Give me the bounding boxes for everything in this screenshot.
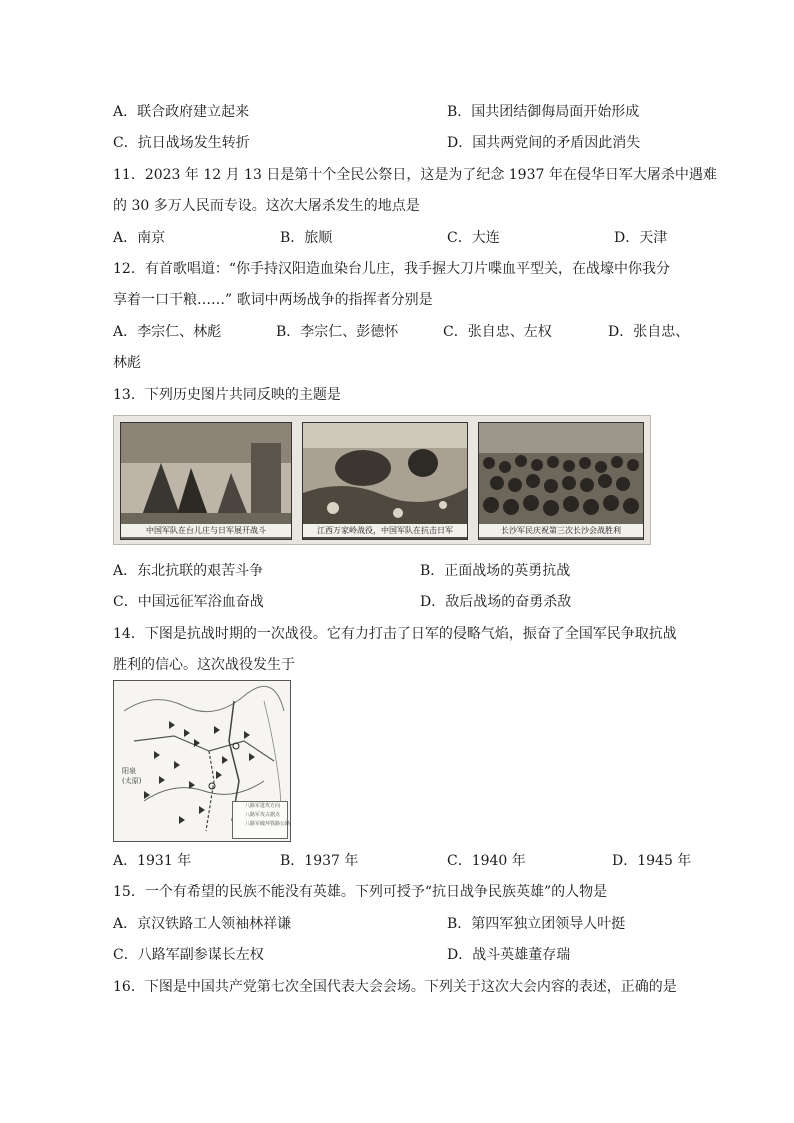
- q15-option-c: C．八路军副参谋长左权: [113, 947, 264, 963]
- legend-captured-strongholds: 八路军攻占据点: [245, 812, 281, 818]
- q11-stem-line2: 的 30 多万人民而专设。这次大屠杀发生的地点是: [113, 198, 420, 214]
- legend-destroyed-rail: 八路军破坏铁路公路: [245, 821, 291, 827]
- q15-option-d: D．战斗英雄董存瑞: [447, 947, 571, 963]
- q11-option-a: A．南京: [113, 230, 166, 246]
- q12-option-d: D．张自忠、: [608, 324, 690, 340]
- photo-taierzhuang: [120, 422, 292, 540]
- q15-option-a: A．京汉铁路工人领袖林祥谦: [113, 916, 292, 932]
- q14-stem-line2: 胜利的信心。这次战役发生于: [113, 657, 295, 673]
- q11-stem-line1: 11．2023 年 12 月 13 日是第十个全民公祭日，这是为了纪念 1937 年在侵华日军大屠杀中遇难: [113, 167, 717, 183]
- q11-option-b: B．旅顺: [280, 230, 333, 246]
- q12-option-a: A．李宗仁、林彪: [113, 324, 222, 340]
- q13-option-b: B．正面战场的英勇抗战: [420, 563, 571, 579]
- q14-stem-line1: 14．下图是抗战时期的一次战役。它有力打击了日军的侵略气焰，振奋了全国军民争取抗战: [113, 626, 677, 642]
- battle-map: [113, 680, 291, 842]
- q14-option-d: D．1945 年: [612, 853, 692, 869]
- q13-stem: 13．下列历史图片共同反映的主题是: [113, 387, 341, 403]
- map-legend: [232, 801, 291, 839]
- q14-option-a: A．1931 年: [113, 853, 192, 869]
- q12-stem-line2: 享着一口干粮……” 歌词中两场战争的指挥者分别是: [113, 292, 433, 308]
- q15-option-b: B．第四军独立团领导人叶挺: [447, 916, 626, 932]
- q13-option-a: A．东北抗联的艰苦斗争: [113, 563, 264, 579]
- q13-option-d: D．敌后战场的奋勇杀敌: [420, 594, 572, 610]
- history-photos: [113, 415, 651, 545]
- q10-option-c: C．抗日战场发生转折: [113, 135, 250, 151]
- q10-option-a: A．联合政府建立起来: [113, 104, 250, 120]
- legend-attack-direction: 八路军进攻方向: [245, 803, 281, 809]
- q14-option-b: B．1937 年: [280, 853, 359, 869]
- q11-option-d: D．天津: [614, 230, 668, 246]
- photo-caption-3: 长沙军民庆祝第三次长沙会战胜利: [479, 524, 643, 537]
- q15-stem: 15．一个有希望的民族不能没有英雄。下列可授予“抗日战争民族英雄”的人物是: [113, 884, 608, 900]
- photo-changsha: [478, 422, 644, 540]
- photo-wanjialing: [302, 422, 468, 540]
- q11-option-c: C．大连: [447, 230, 500, 246]
- q10-option-b: B．国共团结御侮局面开始形成: [447, 104, 640, 120]
- q13-option-c: C．中国远征军浴血奋战: [113, 594, 264, 610]
- q12-stem-line1: 12．有首歌唱道：“你手持汉阳造血染台儿庄，我手握大刀片喋血平型关，在战壕中你我分: [113, 261, 670, 277]
- q12-option-d-cont: 林彪: [113, 355, 141, 371]
- map-label-taiyuan: (太原): [122, 777, 142, 785]
- map-label-yangquan: 阳泉: [122, 767, 136, 775]
- photo-caption-2: 江西万家岭战役，中国军队在抗击日军: [303, 524, 467, 537]
- q10-option-d: D．国共两党间的矛盾因此消失: [447, 135, 641, 151]
- q14-option-c: C．1940 年: [447, 853, 526, 869]
- q16-stem: 16．下图是中国共产党第七次全国代表大会会场。下列关于这次大会内容的表述，正确的是: [113, 979, 677, 995]
- q12-option-b: B．李宗仁、彭德怀: [276, 324, 399, 340]
- photo-caption-1: 中国军队在台儿庄与日军展开战斗: [121, 524, 291, 537]
- q12-option-c: C．张自忠、左权: [443, 324, 552, 340]
